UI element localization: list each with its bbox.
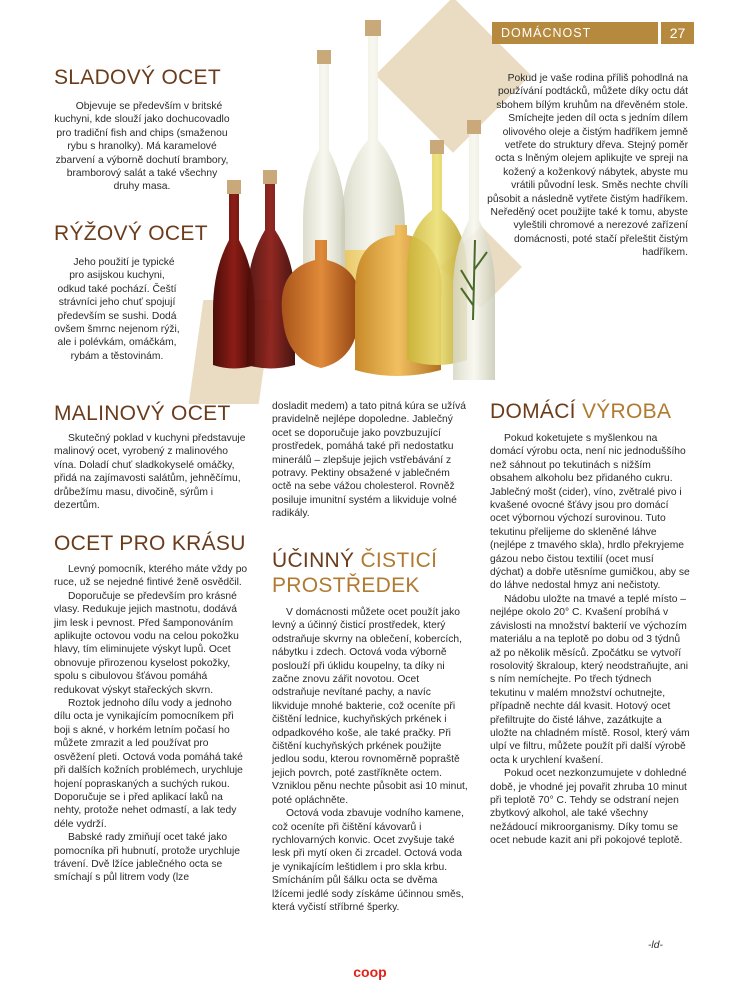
section-malinovy-ocet xyxy=(54,432,248,512)
section-sladovy-ocet xyxy=(54,100,230,194)
heading-part: PROSTŘEDEK xyxy=(272,574,420,597)
heading-part: ÚČINNÝ xyxy=(272,549,361,572)
coop-logo xyxy=(349,962,391,982)
heading-part: ČISTICÍ xyxy=(360,549,438,572)
heading-malinovy-ocet: MALINOVÝ OCET xyxy=(54,402,231,425)
paragraph: Roztok jednoho dílu vody a jednoho dílu octa je vynikajícím pomocníkem při boji s akné, v horkém letním počasí ho můžete zmrazit a led používat pro osvěžení pleti. Octová voda pomáhá také při dalších kožních problémech, urychluje hojení popraskaných a suchých rukou. Doporučuje se i před aplikací laků na nehty, protože nehet odmastí, a lak tedy déle vydrží. xyxy=(54,698,243,830)
heading-part: DOMÁCÍ xyxy=(490,400,582,423)
section-label: DOMÁCNOST xyxy=(501,26,592,40)
section-cistici-prostredek xyxy=(272,606,468,914)
heading-sladovy-ocet: SLADOVÝ OCET xyxy=(54,66,221,89)
paragraph: dosladit medem) a tato pitná kúra se užívá pravidelně nejlépe dopoledne. Jablečný ocet se doporučuje jako povzbuzující prostředek, pomáhá také při nedostatku minerálů – zlepšuje jejich vstřebávání z potravy. Pektiny obsažené v jablečném octě na sebe vážou cholesterol. Rovněž posiluje imunitní systém a likviduje volné radikály. xyxy=(272,401,467,520)
section-podtacky-tips xyxy=(484,72,688,260)
heading-ocet-pro-krasu: OCET PRO KRÁSU xyxy=(54,532,246,555)
paragraph: Objevuje se především v britské kuchyni, kde slouží jako dochucovadlo pro tradiční fish and chips (smaženou rybu s hranolky). Má karamelové zbarvení a výborně dochutí brambory, bramborový salát a také všechny druhy masa. xyxy=(54,101,230,193)
paragraph: V domácnosti můžete ocet použít jako levný a účinný čisticí prostředek, který odstraňuje skvrny na oblečení, kobercích, nábytku i zdech. Octová voda výborně poslouží při úklidu koupelny, ta díky ni začne znovu zářit novotou. Ocet odstraňuje nevítané pachy, a navíc likviduje mnohé bakterie, což oceníte při čištění lednice, kuchyňských prkének i odpadkového koše, ale také pračky. Při čištění kuchyňských prkének použijte jedlou sodu, kterou rovnoměrně popraště jejich povrch, poté zastříkněte octem. Vzniklou pěnu nechte působit asi 10 minut, poté opláchněte. xyxy=(272,607,468,806)
paragraph: Pokud je vaše rodina příliš pohodlná na používání podtácků, můžete díky octu dát sbohem bílým kruhům na dřevěném stole. Smíchejte jeden díl octa s jedním dílem olivového oleje a čistým hadříkem jemně vetřete do struktury dřeva. Stejný poměr octa s lněným olejem aplikujte ve spreji na kožený a koženkový nábytek, abyste mu vrátili původní lesk. Směs nechte chvíli působit a následně vytřete čistým hadříkem. Neředěný ocet použijte také k tomu, abyste vyleštili chromové a nerezové zařízení domácnosti, poté stačí přeleštit čistým hadříkem. xyxy=(487,73,688,259)
vinegar-bottles-photo xyxy=(205,20,495,390)
paragraph: Jeho použití je typické pro asijskou kuchyni, odkud také pochází. Čeští strávníci jeho chuť spojují především se sushi. Dodá ovšem šmrnc nejenom rýži, ale i polévkám, omáčkám, rybám a těstovinám. xyxy=(54,257,180,362)
heading-ucinny-cistici-prostredek xyxy=(272,548,468,598)
section-ocet-pro-krasu xyxy=(54,563,248,885)
author-signature: -ld- xyxy=(648,940,663,951)
heading-part: VÝROBA xyxy=(581,400,672,423)
paragraph: Octová voda zbavuje vodního kamene, což oceníte při čištění kávovarů i rychlovarných konvic. Ocet zvyšuje také lesk při mytí oken či zrcadel. Octová voda je vynikajícím leštidlem i pro skla krbu. Smícháním půl šálku octa se dvěma lžícemi jedlé sody získáme účinnou směs, která vyčistí stříbrné šperky. xyxy=(272,808,465,913)
paragraph: Skutečný poklad v kuchyni představuje malinový ocet, vyrobený z malinového vína. Doladí chuť sladkokyselé omáčky, přidá na zajímavosti salátům, jehněčímu, drůbežímu masu, divočině, sýrům i dezertům. xyxy=(54,433,246,512)
paragraph: Pokud ocet nezkonzumujete v dohledné době, je vhodné jej povařit zhruba 10 minut při teplotě 70° C. Tehdy se odstraní nejen zbytkový alkohol, ale také všechny nežádoucí mikroorganismy. Díky tomu se ocet nebude kazit ani při pokojové teplotě. xyxy=(490,768,687,847)
paragraph: Doporučuje se především pro krásné vlasy. Redukuje jejich mastnotu, dodává jim lesk i pevnost. Před šamponováním aplikujte octovou vodu na celou pokožku hlavy, tím eliminujete výskyt lupů. Ocet obnovuje přirozenou kyselost pokožky, spolu s cibulovou šťávou pomáhá redukovat výskyt stařeckých skvrn. xyxy=(54,590,239,696)
heading-ryzovy-ocet: RÝŽOVÝ OCET xyxy=(54,222,208,245)
heading-domaci-vyroba xyxy=(490,400,671,424)
paragraph: Nádobu uložte na tmavé a teplé místo – nejlépe okolo 20° C. Kvašení probíhá v závislosti na množství bakterií ve výchozím materiálu a na teplotě po dobu od 3 týdnů až po několik měsíců. Zpočátku se vytvoří rosolovitý škraloup, který neodstraňujte, ani s ním nemíchejte. Po třech týdnech tekutinu v malém množství ochutnejte, případně nechte dál kvasit. Hotový ocet přefiltrujte do čisté láhve, zazátkujte a uložte na chladném místě. Rosol, který vám ulpí ve filtru, můžete použít při další výrobě octa k urychlení kvašení. xyxy=(490,593,690,766)
paragraph: Levný pomocník, kterého máte vždy po ruce, už se nejedné fintivé ženě osvědčil. xyxy=(54,564,248,589)
logo-text: coop xyxy=(353,964,387,980)
section-ryzovy-ocet xyxy=(54,256,180,363)
page-number: 27 xyxy=(661,22,694,44)
paragraph: Babské rady zmiňují ocet také jako pomocníka při hubnutí, protože urychluje trávení. Dvě lžíce jablečného octa se smíchají s půl litrem vody (lze xyxy=(54,832,241,884)
section-continued-text xyxy=(272,400,468,521)
paragraph: Pokud koketujete s myšlenkou na domácí výrobu octa, není nic jednoduššího než sáhnout po tekutinách s nižším obsahem alkoholu bez přidaného cukru. Jablečný mošt (cider), víno, zvětralé pivo i kvašené ovocné šťávy jsou pro domácí ocet výbornou výchozí surovinou. Tuto tekutinu přelijeme do skleněné láhve (nejlépe z tmavého skla), hrdlo překryjeme gázou nebo čistou textilií (ocet musí dýchat) a dobře utěsníme gumičkou, aby se do láhve nedostal hmyz ani nečistoty. xyxy=(490,433,690,592)
section-header-bar xyxy=(492,22,658,44)
section-domaci-vyroba xyxy=(490,432,690,848)
